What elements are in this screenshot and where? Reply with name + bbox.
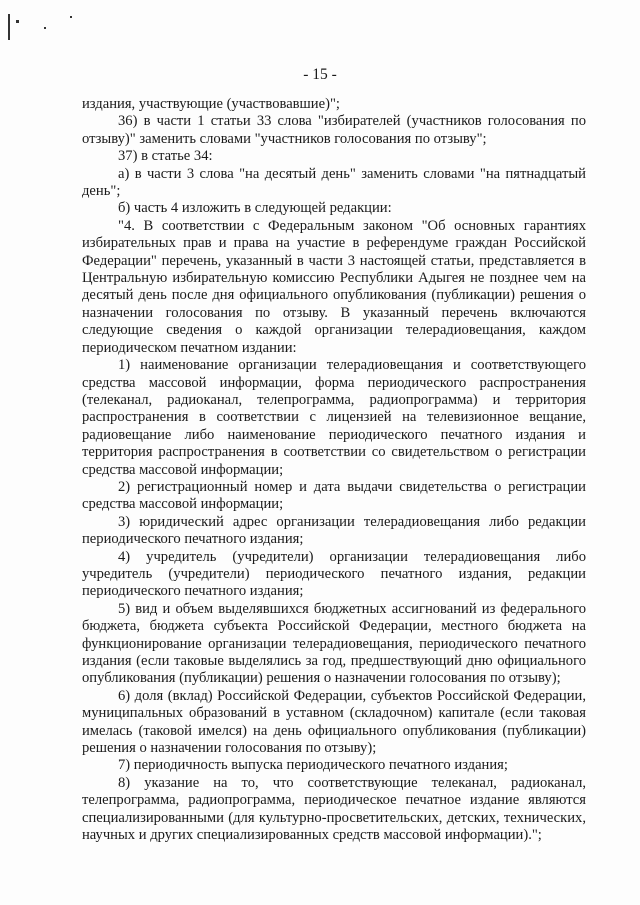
paragraph: б) часть 4 изложить в следующей редакции:: [118, 200, 392, 217]
paragraph: издания, участвующие (участвовавшие)";: [82, 96, 340, 112]
paragraph: 37) в статье 34:: [118, 148, 213, 165]
list-item: 6) доля (вклад) Российской Федерации, субъектов Российской Федерации, муниципальных образований в уставном (складочном) капитале (если таковая имелась (таковой имелся) на день официального опубликования (публикации) решения о назначении голосования по отзыву);: [82, 687, 586, 757]
list-item: 4) учредитель (учредители) организации телерадиовещания либо учредитель (учредители) периодического печатного издания, редакции периодического печатного издания;: [82, 548, 586, 600]
paragraph: а) в части 3 слова "на десятый день" заменить словами "на пятнадцатый день";: [82, 165, 586, 200]
list-item: 2) регистрационный номер и дата выдачи свидетельства о регистрации средства массовой информации;: [82, 478, 586, 513]
scan-artifact-bar: [8, 14, 10, 40]
scan-artifact-dot: [70, 16, 72, 18]
list-item: 7) периодичность выпуска периодического печатного издания;: [118, 757, 508, 774]
paragraph: "4. В соответствии с Федеральным законом "Об основных гарантиях избирательных прав и права на участие в референдуме граждан Российской Федерации" перечень, указанный в части 3 настоящей статьи, представляется в Центральную избирательную комиссию Республики Адыгея не позднее чем на десятый день после дня официального опубликования (публикации) решения о назначении голосования по отзыву. В указанный перечень включаются следующие сведения о каждой организации телерадиовещания, каждом периодическом печатном издании:: [82, 217, 586, 356]
list-item: 1) наименование организации телерадиовещания и соответствующего средства массовой информации, форма периодического распространения (телеканал, радиоканал, телепрограмма, радиопрограмма) и территория распространения в соответствии с лицензией на телевизионное вещание, радиовещание либо наименование периодического печатного издания и территория распространения в соответствии со свидетельством о регистрации средства массовой информации;: [82, 357, 586, 478]
page-number: - 15 -: [303, 66, 337, 83]
scan-artifact-dot: [16, 20, 19, 23]
list-item: 5) вид и объем выделявшихся бюджетных ассигнований из федерального бюджета, бюджета субъекта Российской Федерации, местного бюджета на функционирование организации телерадиовещания, периодического печатного издания (если таковые выделялись за год, предшествующий дню официального опубликования (публикации) решения о назначении голосования по отзыву);: [82, 600, 586, 687]
scan-artifact-dot: [44, 27, 46, 29]
list-item: 3) юридический адрес организации телерадиовещания либо редакции периодического печатного издания;: [82, 513, 586, 548]
paragraph: 36) в части 1 статьи 33 слова "избирателей (участников голосования по отзыву)" заменить словами "участников голосования по отзыву";: [82, 113, 586, 147]
document-body: [82, 96, 586, 844]
list-item: 8) указание на то, что соответствующие телеканал, радиоканал, телепрограмма, радиопрограмма, периодическое печатное издание являются специализированными (для культурно-просветительских, детских, технических, научных и других специализированных средств массовой информации).";: [82, 774, 586, 844]
